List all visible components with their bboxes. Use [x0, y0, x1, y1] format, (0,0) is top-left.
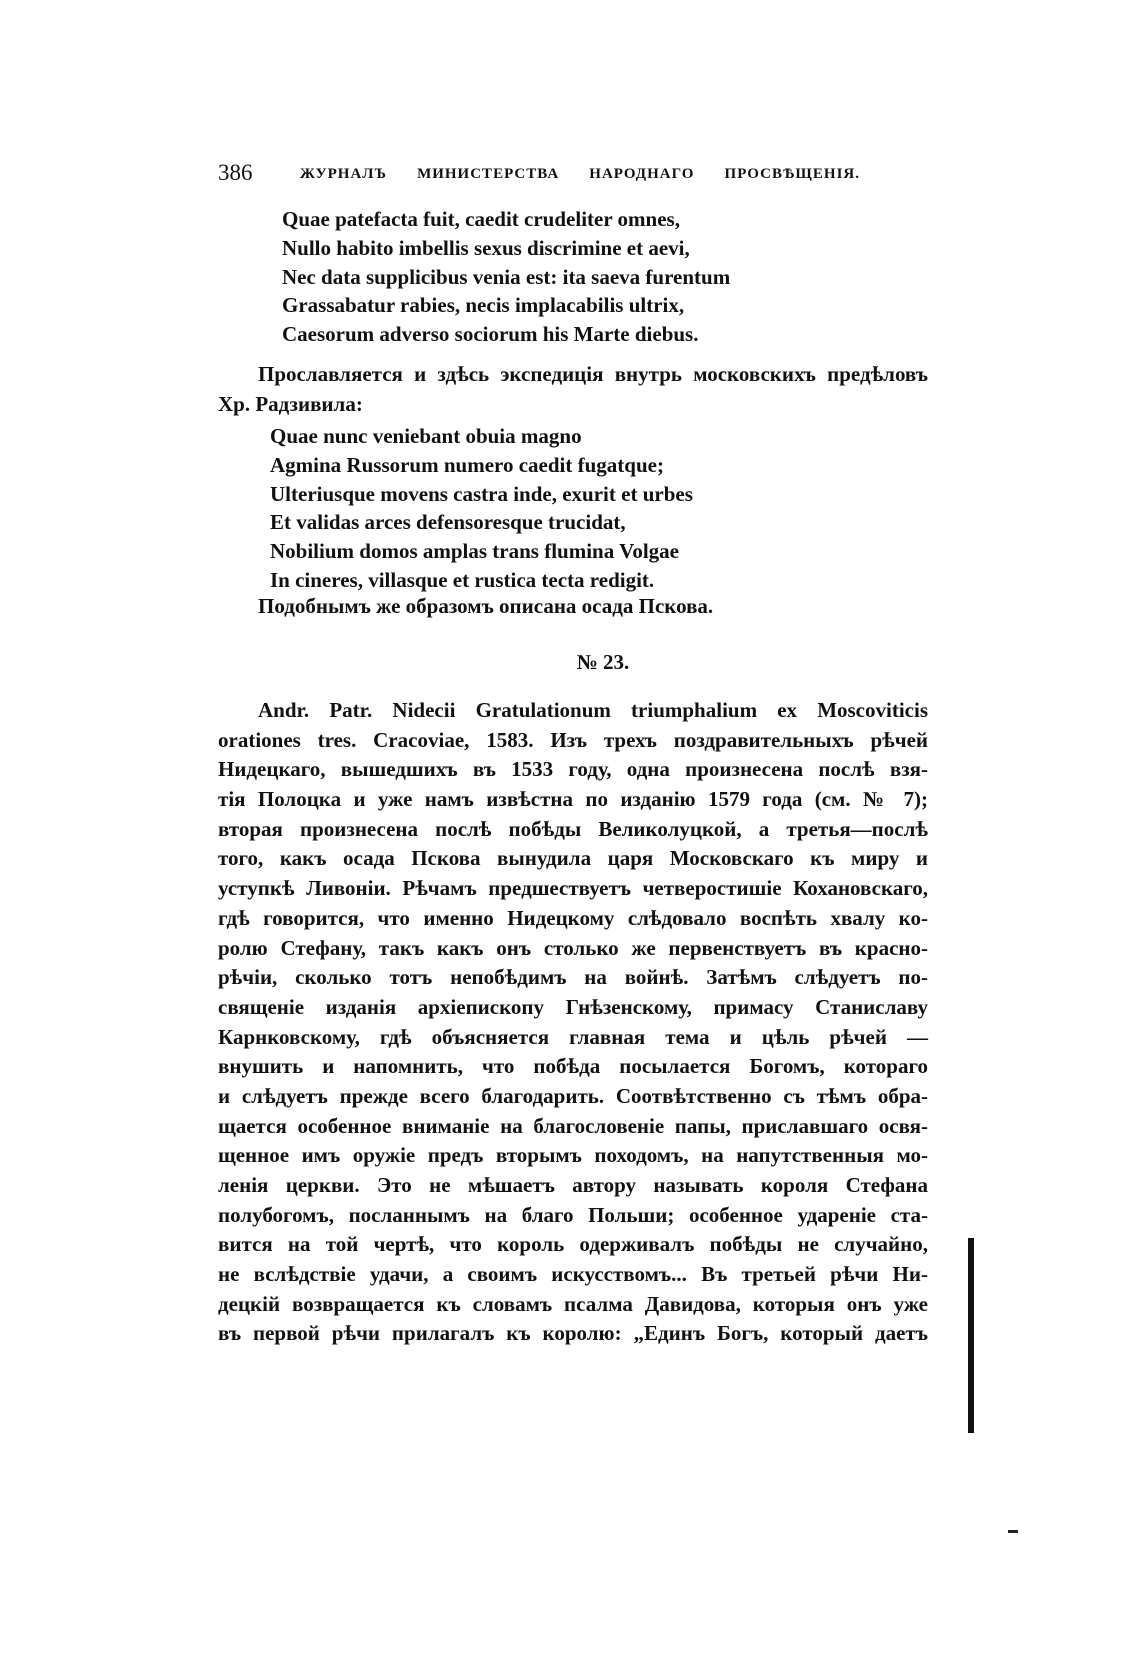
scan-edge-mark: [968, 1238, 974, 1433]
verse-line: Et validas arces defensoresque trucidat,: [270, 510, 626, 535]
paragraph-line: ленія церкви. Это не мѣшаетъ автору называть короля Стефана: [218, 1173, 928, 1197]
paragraph-line: рѣчіи, сколько тотъ непобѣдимъ на войнѣ. Затѣмъ слѣдуетъ по-: [218, 965, 928, 990]
prose-line: Хр. Радзивила:: [218, 392, 363, 416]
paragraph-line: щается особенное вниманіе на благословеніе папы, приславшаго освя-: [218, 1113, 928, 1138]
paragraph-line: священіе изданія архіепископу Гнѣзенскому, примасу Станиславу: [218, 994, 928, 1019]
prose-line: Подобнымъ же образомъ описана осада Пскова.: [258, 594, 714, 618]
verse-line: Quae nunc veniebant obuia magno: [270, 424, 582, 448]
page-number: 386: [218, 160, 253, 185]
paragraph-line: въ первой рѣчи прилагалъ къ королю: „Единъ Богъ, который даетъ: [218, 1321, 928, 1346]
paragraph: [218, 696, 928, 1349]
prose-line: Прославляется и здѣсь экспедиція внутрь московскихъ предѣловъ: [258, 362, 928, 386]
running-head: ЖУРНАЛЪ МИНИСТЕРСТВА НАРОДНАГО ПРОСВѢЩЕНІЯ.: [300, 166, 860, 182]
verse-line: Agmina Russorum numero caedit fugatque;: [270, 452, 664, 477]
verse-line: Nobilium domos amplas trans flumina Volgae: [270, 539, 679, 564]
verse-line: Quae patefacta fuit, caedit crudeliter omnes,: [282, 207, 680, 231]
paragraph-line: вится на той чертѣ, что король одерживалъ побѣды не случайно,: [218, 1232, 928, 1257]
verse-block-2: [270, 422, 693, 595]
paragraph-line: полубогомъ, посланнымъ на благо Польши; особенное удареніе ста-: [218, 1202, 928, 1227]
paragraph-line: внушить и напомнить, что побѣда посылается Богомъ, котораго: [218, 1054, 928, 1079]
paragraph-line: децкій возвращается къ словамъ псалма Давидова, которыя онъ уже: [218, 1291, 928, 1316]
verse-line: Nec data supplicibus venia est: ita saeva furentum: [282, 264, 731, 289]
verse-line: Nullo habito imbellis sexus discrimine et aevi,: [282, 235, 690, 260]
paragraph-line: Карнковскому, гдѣ объясняется главная тема и цѣль рѣчей —: [218, 1024, 928, 1049]
paragraph-line: гдѣ говорится, что именно Нидецкому слѣдовало воспѣть хвалу ко-: [218, 905, 928, 930]
paragraph-line: ролю Стефану, такъ какъ онъ столько же первенствуетъ въ красно-: [218, 935, 928, 960]
paragraph-line: тія Полоцка и уже намъ извѣстна по изданію 1579 года (см. № 7);: [218, 787, 928, 812]
paragraph-line: Нидецкаго, вышедшихъ въ 1533 году, одна произнесена послѣ взя-: [218, 757, 928, 782]
verse-line: In cineres, villasque et rustica tecta redigit.: [270, 567, 655, 592]
paragraph-line: orationes tres. Cracoviae, 1583. Изъ трехъ поздравительныхъ рѣчей: [218, 727, 928, 752]
verse-block-1: [282, 205, 730, 349]
paragraph-line: вторая произнесена послѣ побѣды Великолуцкой, а третья—послѣ: [218, 816, 928, 841]
section-heading: № 23.: [576, 650, 630, 674]
scan-speck: [1008, 1530, 1018, 1533]
paragraph-line: щенное имъ оружіе предъ вторымъ походомъ, на напутственныя мо-: [218, 1143, 928, 1168]
paragraph-line: не вслѣдствіе удачи, а своимъ искусствомъ... Въ третьей рѣчи Ни-: [218, 1262, 928, 1287]
verse-line: Ulteriusque movens castra inde, exurit et urbes: [270, 481, 693, 506]
paragraph-line: того, какъ осада Пскова вынудила царя Московскаго къ миру и: [218, 846, 928, 871]
verse-line: Grassabatur rabies, necis implacabilis ultrix,: [282, 293, 685, 318]
paragraph-line: уступкѣ Ливоніи. Рѣчамъ предшествуетъ четверостишіе Кохановскаго,: [218, 876, 928, 901]
verse-line: Caesorum adverso sociorum his Marte diebus.: [282, 322, 699, 347]
paragraph-line: и слѣдуетъ прежде всего благодарить. Соотвѣтственно съ тѣмъ обра-: [218, 1083, 928, 1108]
paragraph-line: Andr. Patr. Nidecii Gratulationum triumphalium ex Moscoviticis: [258, 698, 928, 722]
